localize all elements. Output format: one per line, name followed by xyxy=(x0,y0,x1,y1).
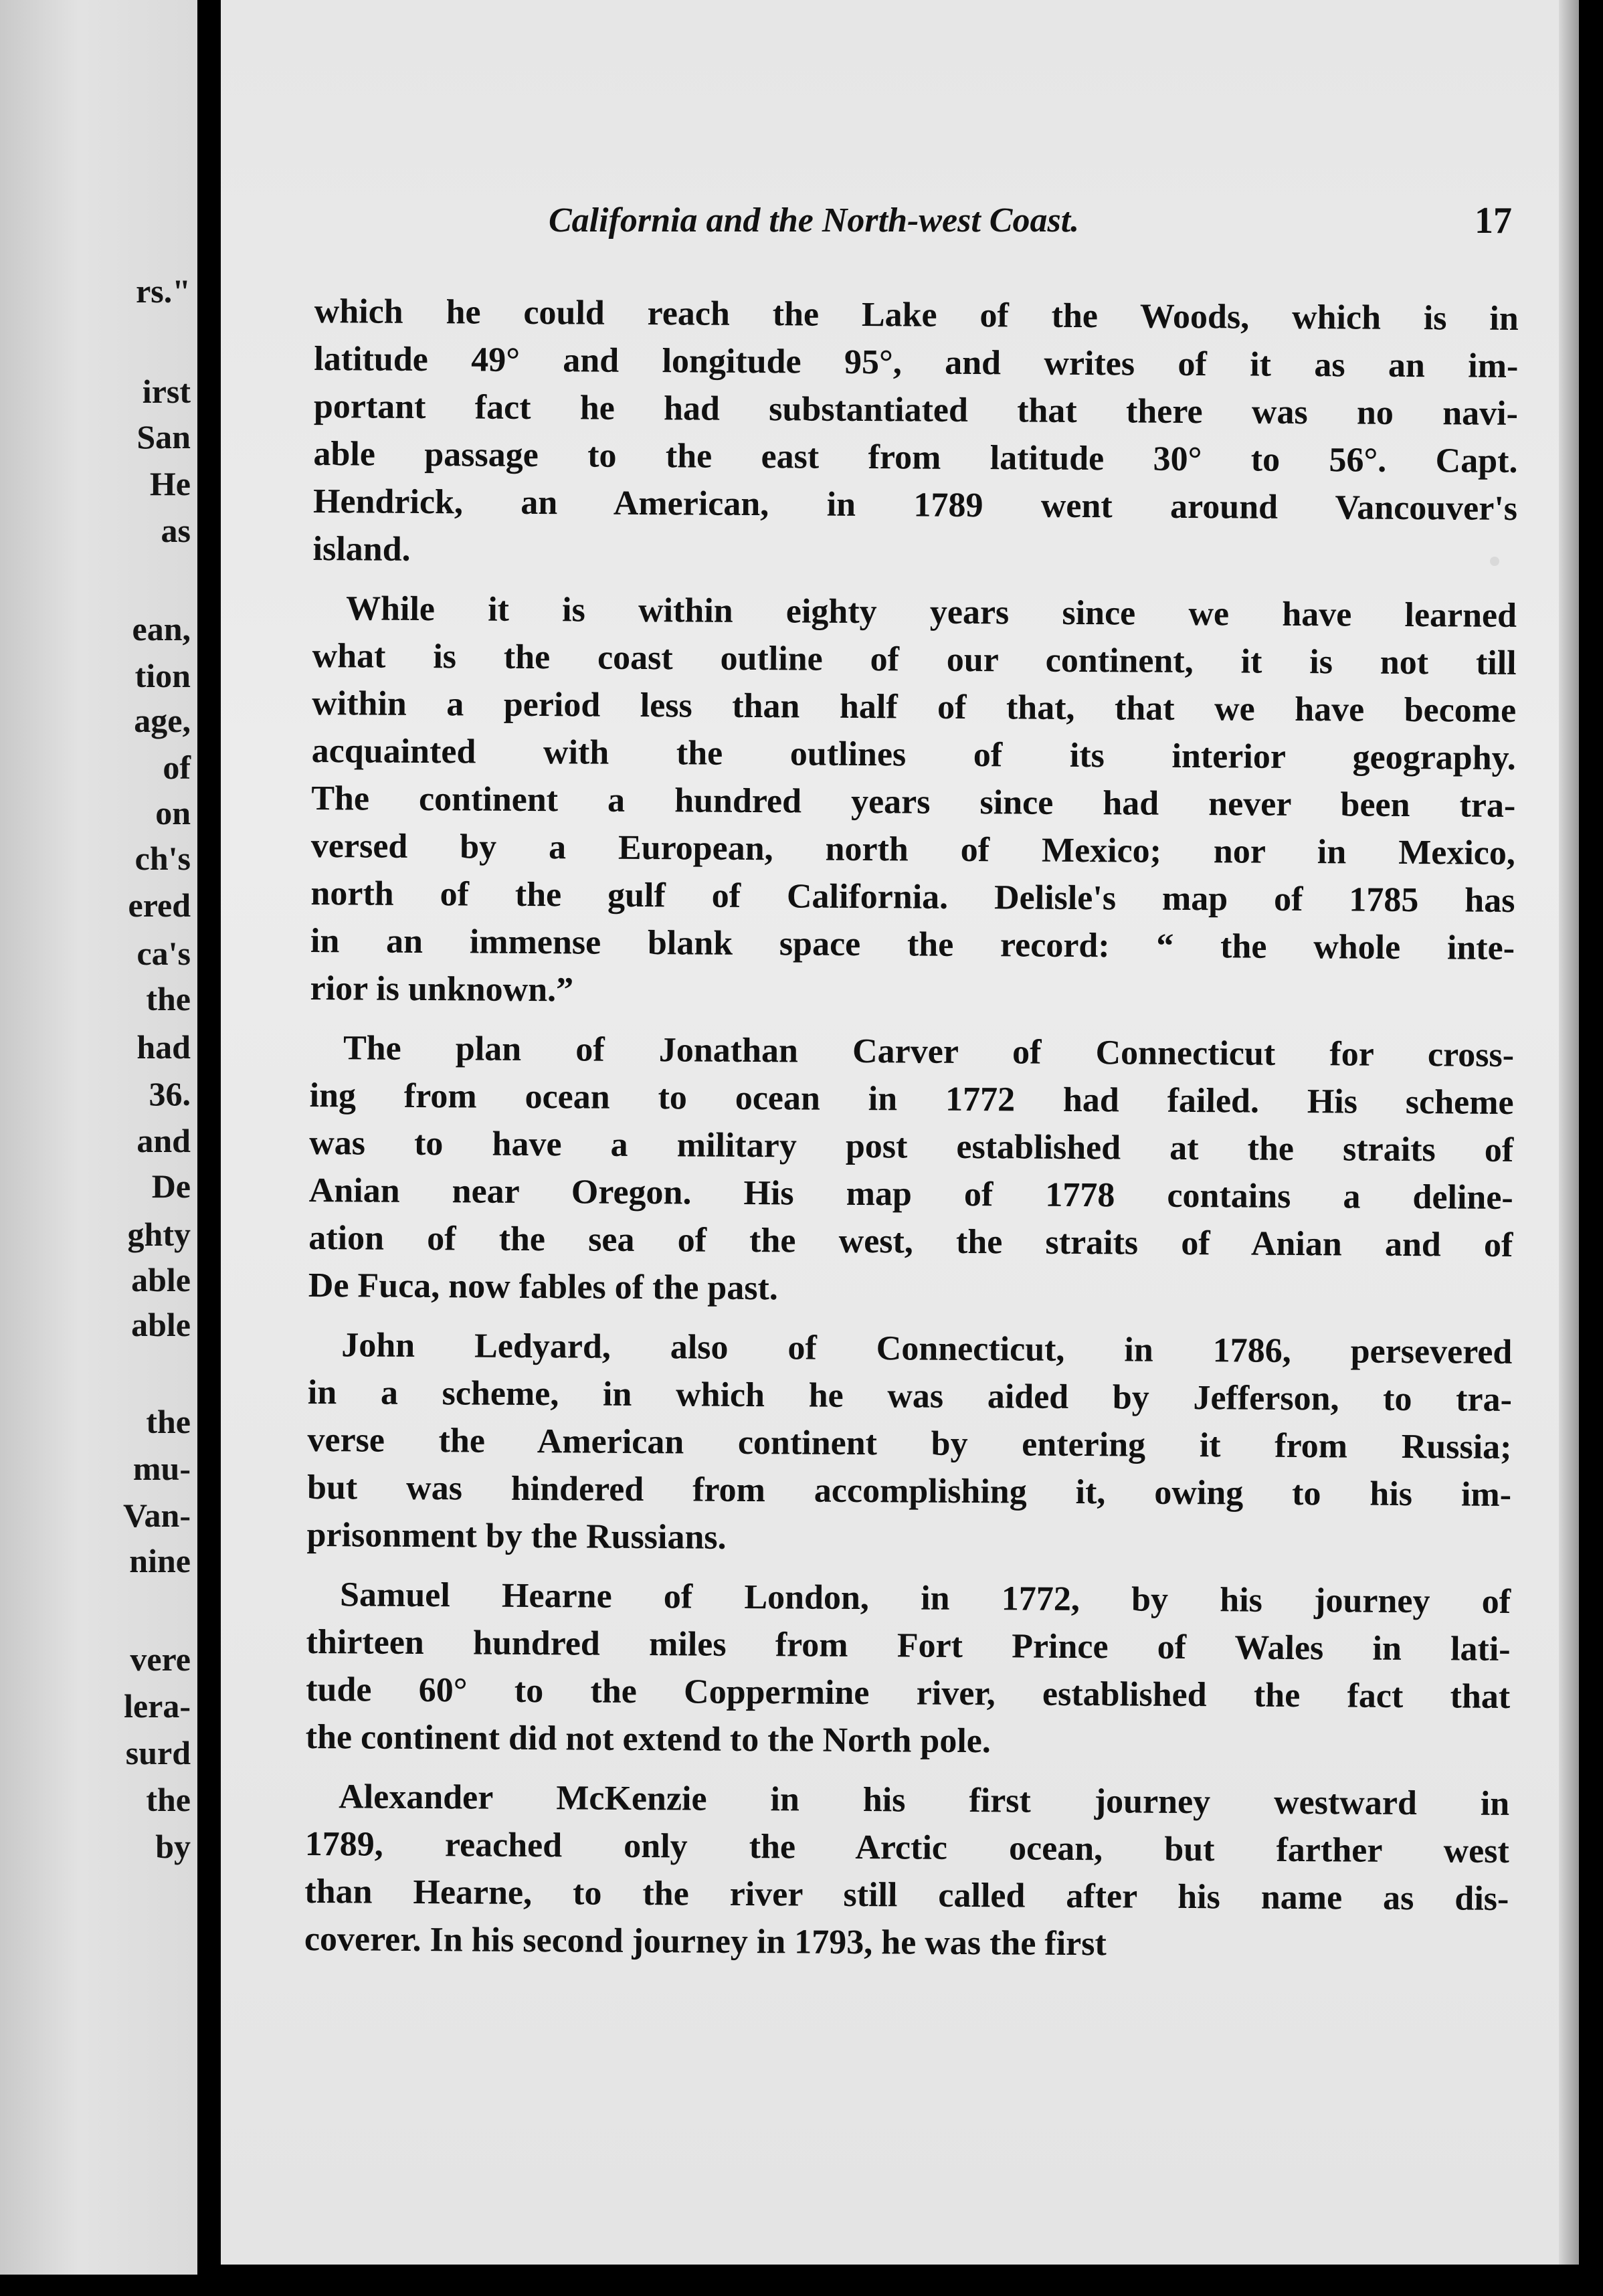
running-title: California and the North-west Coast. xyxy=(549,201,1080,240)
left-page-fragment-line: surd xyxy=(125,1734,191,1772)
left-page-fragment-line: vere xyxy=(130,1640,191,1678)
left-page-fragment-line: as xyxy=(161,512,191,549)
text-line: prisonment by the Russians. xyxy=(306,1515,727,1557)
left-page-fragment-line: the xyxy=(146,1403,191,1440)
text-line: ation of the sea of the west, the straits of Anian and of xyxy=(308,1218,1513,1264)
left-page-fragment-line: age, xyxy=(134,702,191,739)
book-page xyxy=(221,0,1579,2265)
text-line: able passage to the east from latitude 30° to 56°. Capt. xyxy=(313,434,1518,480)
paragraph xyxy=(310,585,1517,1020)
paragraph xyxy=(308,1024,1515,1317)
text-line: but was hindered from accomplishing it, owing to his im- xyxy=(306,1468,1512,1514)
text-line: island. xyxy=(312,529,411,569)
text-line: De Fuca, now fables of the past. xyxy=(308,1266,779,1308)
left-page-fragment-line: mu- xyxy=(132,1450,191,1487)
text-line: Alexander McKenzie in his first journey westward in xyxy=(339,1778,1510,1823)
text-line: what is the coast outline of our continent, it is not till xyxy=(312,636,1517,682)
left-page-fragment-line: of xyxy=(163,749,191,786)
text-line: was to have a military post established at the straits of xyxy=(309,1123,1514,1169)
text-line: than Hearne, to the river still called after his name as dis- xyxy=(304,1872,1509,1918)
left-page-fragment xyxy=(0,0,197,2275)
page-number: 17 xyxy=(1475,200,1512,242)
text-line: The plan of Jonathan Carver of Connecticut for cross- xyxy=(343,1029,1515,1074)
left-page-fragment-line: San xyxy=(136,418,191,456)
left-page-fragment-line: 36. xyxy=(149,1075,191,1113)
text-line: thirteen hundred miles from Fort Prince of Wales in lati- xyxy=(306,1622,1511,1668)
text-line: John Ledyard, also of Connecticut, in 1786, persevered xyxy=(341,1326,1513,1371)
left-page-fragment-line: ered xyxy=(128,886,191,924)
left-page-fragment-line: ch's xyxy=(134,840,191,877)
left-page-fragment-line: able xyxy=(131,1261,191,1299)
left-page-fragment-line: Van- xyxy=(123,1497,191,1534)
paragraph xyxy=(306,1321,1512,1566)
left-page-fragment-line: nine xyxy=(129,1542,191,1580)
left-page-fragment-line: irst xyxy=(142,373,191,410)
left-page-fragment-line: able xyxy=(131,1306,191,1343)
left-page-fragment-line: lera- xyxy=(124,1687,191,1725)
left-page-fragment-line: De xyxy=(151,1167,191,1205)
text-line: the continent did not extend to the North pole. xyxy=(305,1717,992,1761)
text-line: portant fact he had substantiated that there was no navi- xyxy=(313,387,1519,433)
text-line: tude 60° to the Coppermine river, established the fact that xyxy=(306,1670,1511,1716)
running-head xyxy=(549,194,1512,248)
text-line: While it is within eighty years since we have learned xyxy=(345,589,1517,635)
text-line: within a period less than half of that, that we have become xyxy=(312,684,1517,730)
text-line: in an immense blank space the record: “ the whole inte- xyxy=(310,921,1515,967)
left-page-fragment-line: ca's xyxy=(136,935,191,972)
text-line: north of the gulf of California. Delisle's map of 1785 has xyxy=(310,874,1515,920)
left-page-fragment-line: rs." xyxy=(136,272,191,310)
text-line: Samuel Hearne of London, in 1772, by his journey of xyxy=(339,1575,1511,1621)
text-line: Hendrick, an American, in 1789 went around Vancouver's xyxy=(312,482,1518,528)
text-line: verse the American continent by entering it from Russia; xyxy=(307,1420,1512,1466)
left-page-fragment-line: ean, xyxy=(132,610,191,648)
text-line: latitude 49° and longitude 95°, and writes of it as an im- xyxy=(314,339,1519,385)
paragraph xyxy=(306,1571,1511,1768)
text-line: ing from ocean to ocean in 1772 had failed. His scheme xyxy=(309,1076,1514,1122)
text-line: in a scheme, in which he was aided by Jefferson, to tra- xyxy=(307,1373,1513,1419)
text-line: versed by a European, north of Mexico; nor in Mexico, xyxy=(310,826,1516,872)
left-page-fragment-line: and xyxy=(136,1122,191,1159)
text-line: which he could reach the Lake of the Woods, which is in xyxy=(314,292,1519,338)
text-line: acquainted with the outlines of its interior geography. xyxy=(311,731,1516,777)
left-page-line-endings xyxy=(0,0,197,2275)
text-line: Anian near Oregon. His map of 1778 contains a deline- xyxy=(308,1171,1513,1217)
left-page-fragment-line: on xyxy=(155,794,191,832)
left-page-fragment-line: the xyxy=(146,1781,191,1818)
page-edge-shadow xyxy=(1559,0,1579,2265)
body-text xyxy=(304,288,1519,1982)
left-page-fragment-line: the xyxy=(146,980,191,1018)
left-page-fragment-line: had xyxy=(136,1028,191,1066)
text-line: rior is unknown.” xyxy=(310,969,574,1010)
paragraph xyxy=(312,288,1519,580)
page-gutter xyxy=(197,0,221,2275)
left-page-fragment-line: He xyxy=(149,465,191,502)
text-line: The continent a hundred years since had never been tra- xyxy=(311,779,1516,825)
paragraph xyxy=(304,1773,1510,1970)
left-page-fragment-line: tion xyxy=(134,657,191,694)
left-page-fragment-line: by xyxy=(155,1828,191,1865)
text-line: coverer. In his second journey in 1793, he was the first xyxy=(304,1919,1107,1964)
text-line: 1789, reached only the Arctic ocean, but farther west xyxy=(304,1824,1509,1871)
left-page-fragment-line: ghty xyxy=(127,1216,191,1253)
